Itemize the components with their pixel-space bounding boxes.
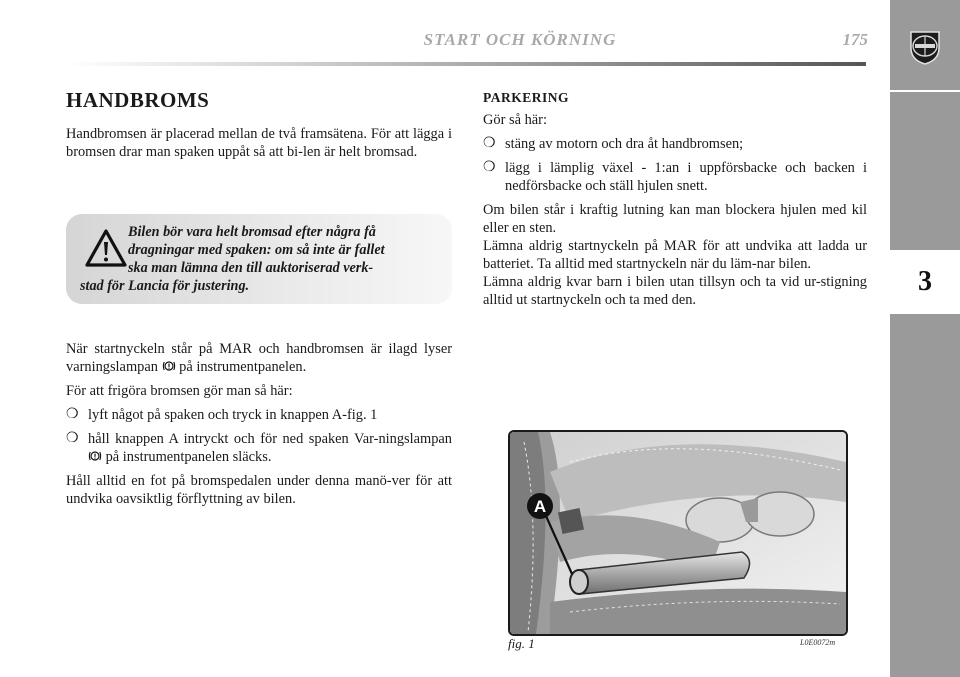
step-text: lyft något på spaken och tryck in knappen A-fig. 1 [88, 407, 378, 423]
step-text: lägg i lämplig växel - 1:an i uppförsbacke och backen i nedförsbacke och ställ hjulen snett. [505, 160, 867, 194]
warning-text [80, 223, 440, 295]
chapter-number[interactable]: 3 [890, 252, 960, 312]
list-item [66, 430, 452, 466]
warning-line: stad för Lancia för justering. [80, 278, 250, 294]
brake-warning-lamp-icon [162, 360, 176, 372]
brake-warning-lamp-icon [88, 450, 102, 462]
paragraph: Lämna aldrig startnyckeln på MAR för att undvika att ladda ur batteriet. Ta alltid med startnyckeln när du läm-nar bilen. [483, 238, 867, 272]
release-intro: För att frigöra bromsen gör man så här: [66, 383, 293, 399]
warning-line: dragningar med spaken: om så inte är fallet [128, 242, 385, 258]
callout-label: A [533, 497, 547, 516]
running-head: START OCH KÖRNING [423, 30, 617, 49]
left-column [66, 88, 452, 167]
warning-line: ska man lämna den till auktoriserad verk- [128, 260, 374, 276]
step-text-after: på instrumentpanelen släcks. [105, 449, 272, 465]
handbrake-illustration [510, 432, 846, 634]
bullet-icon: ❍ [66, 431, 79, 446]
paragraph: Lämna aldrig kvar barn i bilen utan tillsyn och ta vid ur-stigning alltid ut startnyckeln och ta med den. [483, 274, 867, 308]
subsection-title: PARKERING [483, 90, 570, 105]
chapter-side-tab [890, 0, 960, 677]
step-text-before: håll knappen A intryckt och för ned spaken Var-ningslampan [88, 431, 452, 447]
list-item [483, 135, 867, 153]
list-item [66, 406, 452, 424]
page-number: 175 [842, 30, 868, 49]
closing-paragraph: Håll alltid en fot på bromspedalen under denna manö-ver för att undvika oavsiktlig förflyttning av bilen. [66, 473, 452, 507]
tab-separator [890, 90, 960, 92]
header-rule [66, 62, 866, 66]
lamp-text-before: När startnyckeln står på MAR och handbromsen är ilagd lyser varningslampan [66, 341, 452, 375]
list-item [483, 159, 867, 195]
bullet-icon: ❍ [66, 407, 79, 422]
parking-steps [483, 135, 867, 195]
parking-intro: Gör så här: [483, 112, 547, 128]
step-text: stäng av motorn och dra åt handbromsen; [505, 136, 744, 152]
paragraph: Om bilen står i kraftig lutning kan man blockera hjulen med kil eller en sten. [483, 202, 867, 236]
intro-paragraph: Handbromsen är placerad mellan de två framsätena. För att lägga i bromsen drar man spaken uppåt så att bi-len är helt bromsad. [66, 126, 452, 160]
warning-box [66, 214, 452, 304]
figure-code: L0E0072m [800, 638, 836, 647]
lamp-text-after: på instrumentpanelen. [179, 359, 307, 375]
figure-caption: fig. 1 [508, 636, 535, 651]
lancia-logo-icon [905, 26, 945, 66]
lamp-paragraph [66, 340, 452, 376]
right-column [483, 90, 867, 309]
tab-separator [890, 312, 960, 314]
warning-line: Bilen bör vara helt bromsad efter några få [128, 224, 376, 240]
release-instructions [66, 340, 452, 514]
section-title: HANDBROMS [66, 88, 210, 112]
handbrake-figure [508, 430, 848, 636]
bullet-icon: ❍ [483, 160, 496, 175]
bullet-icon: ❍ [483, 136, 496, 151]
release-steps [66, 406, 452, 466]
